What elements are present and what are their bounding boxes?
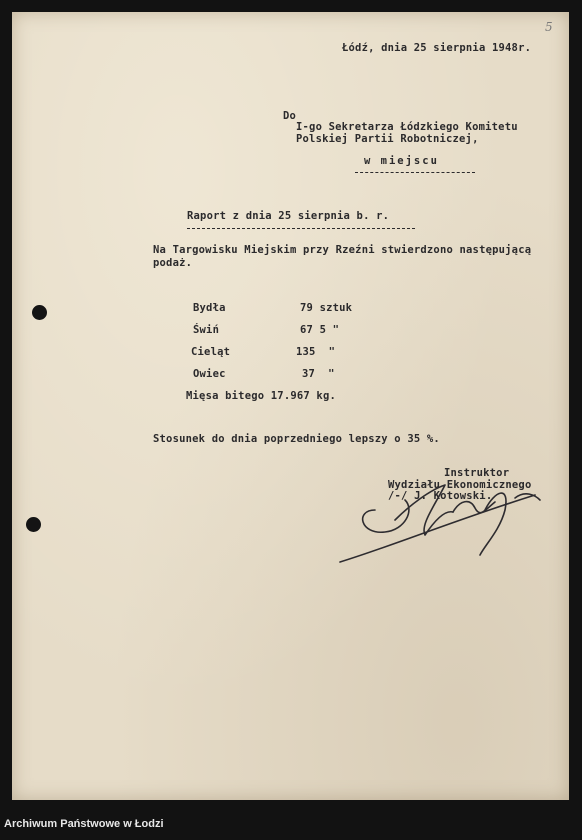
signatory-title: Instruktor <box>444 467 510 479</box>
punch-hole <box>26 517 41 532</box>
place-date: Łódź, dnia 25 sierpnia 1948r. <box>342 42 532 54</box>
livestock-label: Bydła <box>193 302 226 314</box>
intro-line-2: podaż. <box>153 257 193 269</box>
report-subject: Raport z dnia 25 sierpnia b. r. <box>187 210 390 222</box>
signatory-name: /-/ J. Kotowski. <box>388 490 493 502</box>
addressee-city: w miejscu <box>364 155 439 167</box>
archive-footer-text: Archiwum Państwowe w Łodzi <box>4 818 164 830</box>
meat-total: Mięsa bitego 17.967 kg. <box>186 390 336 402</box>
addressee-line-2: Polskiej Partii Robotniczej, <box>296 133 479 145</box>
addressee-line-1: I-go Sekretarza Łódzkiego Komitetu <box>296 121 518 133</box>
livestock-label: Owiec <box>193 368 226 380</box>
handwritten-signature <box>335 450 545 570</box>
livestock-label: Świń <box>193 324 220 336</box>
signatory-department: Wydziału Ekonomicznego <box>388 479 532 491</box>
livestock-value: 135 " <box>296 346 336 358</box>
comparison-line: Stosunek do dnia poprzedniego lepszy o 35 %. <box>153 433 440 445</box>
livestock-value: 37 " <box>302 368 335 380</box>
addressee-to: Do <box>283 110 297 122</box>
subject-underline <box>187 228 415 229</box>
livestock-value: 79 sztuk <box>300 302 353 314</box>
livestock-label: Cieląt <box>191 346 231 358</box>
intro-line-1: Na Targowisku Miejskim przy Rzeźni stwierdzono następującą <box>153 244 532 256</box>
city-underline <box>355 172 475 173</box>
livestock-value: 67 5 " <box>300 324 340 336</box>
archive-footer-bar <box>0 806 582 840</box>
punch-hole <box>32 305 47 320</box>
page-number: 5 <box>545 20 553 34</box>
